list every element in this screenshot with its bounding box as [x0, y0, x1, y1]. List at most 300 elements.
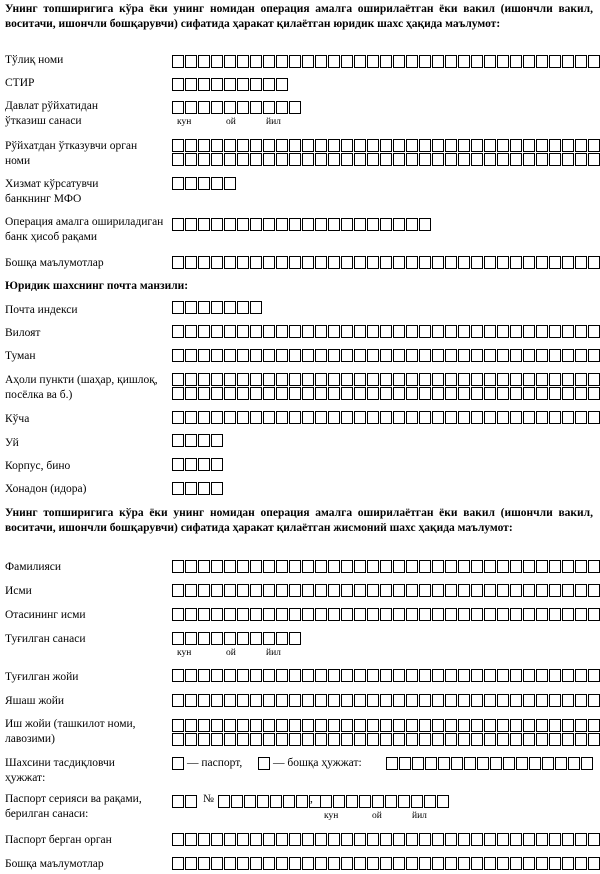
char-box[interactable] — [185, 434, 197, 447]
char-box[interactable] — [419, 857, 431, 870]
char-box[interactable] — [198, 177, 210, 190]
char-box[interactable] — [289, 733, 301, 746]
char-box[interactable] — [484, 694, 496, 707]
char-box[interactable] — [172, 101, 184, 114]
char-box[interactable] — [575, 694, 587, 707]
char-box[interactable] — [341, 325, 353, 338]
char-box[interactable] — [562, 694, 574, 707]
char-box[interactable] — [445, 733, 457, 746]
char-box[interactable] — [237, 78, 249, 91]
char-box[interactable] — [289, 153, 301, 166]
char-box[interactable] — [198, 669, 210, 682]
char-box[interactable] — [296, 795, 308, 808]
char-box[interactable] — [250, 301, 262, 314]
char-box[interactable] — [367, 857, 379, 870]
char-box[interactable] — [484, 669, 496, 682]
char-box[interactable] — [471, 694, 483, 707]
char-box[interactable] — [484, 833, 496, 846]
char-box[interactable] — [237, 694, 249, 707]
char-box[interactable] — [185, 733, 197, 746]
char-box[interactable] — [380, 139, 392, 152]
char-box[interactable] — [315, 857, 327, 870]
workplace-boxes-row2[interactable] — [172, 733, 600, 746]
char-box[interactable] — [471, 256, 483, 269]
char-box[interactable] — [237, 325, 249, 338]
char-box[interactable] — [445, 325, 457, 338]
char-box[interactable] — [315, 411, 327, 424]
char-box[interactable] — [263, 584, 275, 597]
char-box[interactable] — [341, 256, 353, 269]
char-box[interactable] — [224, 833, 236, 846]
birth-date-boxes[interactable] — [172, 632, 301, 645]
bank-mfo-boxes[interactable] — [172, 177, 236, 190]
char-box[interactable] — [289, 632, 301, 645]
char-box[interactable] — [445, 139, 457, 152]
char-box[interactable] — [354, 584, 366, 597]
char-box[interactable] — [497, 411, 509, 424]
char-box[interactable] — [276, 153, 288, 166]
char-box[interactable] — [185, 139, 197, 152]
char-box[interactable] — [380, 669, 392, 682]
char-box[interactable] — [250, 608, 262, 621]
char-box[interactable] — [471, 139, 483, 152]
char-box[interactable] — [315, 833, 327, 846]
char-box[interactable] — [432, 373, 444, 386]
char-box[interactable] — [497, 560, 509, 573]
char-box[interactable] — [341, 733, 353, 746]
char-box[interactable] — [575, 857, 587, 870]
char-box[interactable] — [549, 608, 561, 621]
char-box[interactable] — [211, 256, 223, 269]
char-box[interactable] — [185, 584, 197, 597]
char-box[interactable] — [250, 153, 262, 166]
char-box[interactable] — [354, 560, 366, 573]
char-box[interactable] — [458, 608, 470, 621]
char-box[interactable] — [562, 373, 574, 386]
char-box[interactable] — [406, 608, 418, 621]
char-box[interactable] — [237, 139, 249, 152]
char-box[interactable] — [510, 669, 522, 682]
char-box[interactable] — [484, 719, 496, 732]
char-box[interactable] — [328, 373, 340, 386]
char-box[interactable] — [211, 411, 223, 424]
char-box[interactable] — [549, 55, 561, 68]
char-box[interactable] — [523, 694, 535, 707]
char-box[interactable] — [302, 833, 314, 846]
char-box[interactable] — [172, 387, 184, 400]
char-box[interactable] — [198, 325, 210, 338]
char-box[interactable] — [289, 218, 301, 231]
char-box[interactable] — [406, 373, 418, 386]
char-box[interactable] — [283, 795, 295, 808]
char-box[interactable] — [588, 153, 600, 166]
char-box[interactable] — [211, 218, 223, 231]
char-box[interactable] — [237, 301, 249, 314]
char-box[interactable] — [562, 387, 574, 400]
char-box[interactable] — [536, 387, 548, 400]
char-box[interactable] — [198, 584, 210, 597]
char-box[interactable] — [445, 857, 457, 870]
char-box[interactable] — [302, 139, 314, 152]
char-box[interactable] — [263, 608, 275, 621]
char-box[interactable] — [346, 795, 358, 808]
char-box[interactable] — [549, 325, 561, 338]
char-box[interactable] — [406, 719, 418, 732]
char-box[interactable] — [458, 733, 470, 746]
char-box[interactable] — [333, 795, 345, 808]
char-box[interactable] — [315, 256, 327, 269]
char-box[interactable] — [510, 608, 522, 621]
char-box[interactable] — [302, 349, 314, 362]
char-box[interactable] — [575, 411, 587, 424]
char-box[interactable] — [471, 373, 483, 386]
passport-issuer-boxes[interactable] — [172, 833, 600, 846]
char-box[interactable] — [211, 560, 223, 573]
char-box[interactable] — [263, 719, 275, 732]
char-box[interactable] — [458, 373, 470, 386]
char-box[interactable] — [237, 857, 249, 870]
char-box[interactable] — [549, 833, 561, 846]
char-box[interactable] — [198, 434, 210, 447]
char-box[interactable] — [172, 458, 184, 471]
char-box[interactable] — [562, 349, 574, 362]
char-box[interactable] — [393, 373, 405, 386]
char-box[interactable] — [367, 584, 379, 597]
char-box[interactable] — [276, 101, 288, 114]
char-box[interactable] — [224, 177, 236, 190]
char-box[interactable] — [419, 325, 431, 338]
char-box[interactable] — [315, 55, 327, 68]
char-box[interactable] — [341, 139, 353, 152]
char-box[interactable] — [263, 833, 275, 846]
char-box[interactable] — [432, 153, 444, 166]
char-box[interactable] — [250, 411, 262, 424]
char-box[interactable] — [471, 833, 483, 846]
char-box[interactable] — [419, 733, 431, 746]
char-box[interactable] — [510, 694, 522, 707]
char-box[interactable] — [211, 608, 223, 621]
char-box[interactable] — [172, 608, 184, 621]
char-box[interactable] — [328, 719, 340, 732]
char-box[interactable] — [471, 584, 483, 597]
char-box[interactable] — [484, 411, 496, 424]
char-box[interactable] — [211, 857, 223, 870]
char-box[interactable] — [575, 349, 587, 362]
char-box[interactable] — [549, 857, 561, 870]
char-box[interactable] — [445, 411, 457, 424]
char-box[interactable] — [263, 373, 275, 386]
char-box[interactable] — [393, 560, 405, 573]
char-box[interactable] — [484, 349, 496, 362]
char-box[interactable] — [432, 139, 444, 152]
char-box[interactable] — [315, 153, 327, 166]
char-box[interactable] — [471, 719, 483, 732]
char-box[interactable] — [432, 733, 444, 746]
char-box[interactable] — [276, 387, 288, 400]
char-box[interactable] — [510, 584, 522, 597]
char-box[interactable] — [523, 373, 535, 386]
char-box[interactable] — [263, 560, 275, 573]
char-box[interactable] — [549, 349, 561, 362]
char-box[interactable] — [302, 373, 314, 386]
char-box[interactable] — [510, 719, 522, 732]
char-box[interactable] — [185, 153, 197, 166]
char-box[interactable] — [562, 411, 574, 424]
workplace-boxes-row1[interactable] — [172, 719, 600, 732]
char-box[interactable] — [588, 833, 600, 846]
char-box[interactable] — [484, 373, 496, 386]
char-box[interactable] — [198, 153, 210, 166]
house-boxes[interactable] — [172, 434, 223, 447]
char-box[interactable] — [250, 55, 262, 68]
char-box[interactable] — [198, 833, 210, 846]
char-box[interactable] — [471, 411, 483, 424]
char-box[interactable] — [172, 694, 184, 707]
char-box[interactable] — [341, 694, 353, 707]
char-box[interactable] — [263, 349, 275, 362]
char-box[interactable] — [471, 55, 483, 68]
char-box[interactable] — [419, 694, 431, 707]
char-box[interactable] — [172, 632, 184, 645]
char-box[interactable] — [250, 256, 262, 269]
char-box[interactable] — [250, 733, 262, 746]
char-box[interactable] — [575, 373, 587, 386]
char-box[interactable] — [224, 55, 236, 68]
char-box[interactable] — [575, 608, 587, 621]
char-box[interactable] — [406, 55, 418, 68]
char-box[interactable] — [367, 153, 379, 166]
char-box[interactable] — [302, 218, 314, 231]
char-box[interactable] — [198, 101, 210, 114]
char-box[interactable] — [380, 256, 392, 269]
char-box[interactable] — [523, 55, 535, 68]
char-box[interactable] — [263, 325, 275, 338]
char-box[interactable] — [471, 857, 483, 870]
char-box[interactable] — [393, 608, 405, 621]
char-box[interactable] — [224, 101, 236, 114]
char-box[interactable] — [224, 584, 236, 597]
char-box[interactable] — [211, 177, 223, 190]
char-box[interactable] — [497, 857, 509, 870]
char-box[interactable] — [237, 349, 249, 362]
char-box[interactable] — [398, 795, 410, 808]
char-box[interactable] — [250, 584, 262, 597]
char-box[interactable] — [471, 669, 483, 682]
char-box[interactable] — [276, 256, 288, 269]
char-box[interactable] — [211, 434, 223, 447]
char-box[interactable] — [523, 733, 535, 746]
char-box[interactable] — [250, 833, 262, 846]
char-box[interactable] — [419, 833, 431, 846]
char-box[interactable] — [185, 373, 197, 386]
char-box[interactable] — [419, 349, 431, 362]
char-box[interactable] — [289, 719, 301, 732]
char-box[interactable] — [302, 584, 314, 597]
char-box[interactable] — [172, 139, 184, 152]
char-box[interactable] — [270, 795, 282, 808]
char-box[interactable] — [289, 139, 301, 152]
char-box[interactable] — [536, 719, 548, 732]
char-box[interactable] — [354, 669, 366, 682]
char-box[interactable] — [250, 669, 262, 682]
char-box[interactable] — [555, 757, 567, 770]
char-box[interactable] — [575, 153, 587, 166]
char-box[interactable] — [581, 757, 593, 770]
char-box[interactable] — [185, 256, 197, 269]
registration-body-boxes-row1[interactable] — [172, 139, 600, 152]
char-box[interactable] — [432, 694, 444, 707]
char-box[interactable] — [523, 349, 535, 362]
char-box[interactable] — [432, 325, 444, 338]
char-box[interactable] — [250, 387, 262, 400]
char-box[interactable] — [419, 139, 431, 152]
char-box[interactable] — [211, 387, 223, 400]
char-box[interactable] — [341, 411, 353, 424]
char-box[interactable] — [432, 560, 444, 573]
char-box[interactable] — [250, 101, 262, 114]
char-box[interactable] — [406, 669, 418, 682]
char-box[interactable] — [406, 256, 418, 269]
char-box[interactable] — [588, 373, 600, 386]
char-box[interactable] — [432, 833, 444, 846]
char-box[interactable] — [328, 153, 340, 166]
char-box[interactable] — [380, 373, 392, 386]
char-box[interactable] — [341, 833, 353, 846]
char-box[interactable] — [484, 733, 496, 746]
char-box[interactable] — [276, 139, 288, 152]
char-box[interactable] — [458, 584, 470, 597]
char-box[interactable] — [588, 55, 600, 68]
char-box[interactable] — [510, 256, 522, 269]
char-box[interactable] — [471, 733, 483, 746]
char-box[interactable] — [231, 795, 243, 808]
char-box[interactable] — [341, 153, 353, 166]
char-box[interactable] — [289, 669, 301, 682]
char-box[interactable] — [328, 833, 340, 846]
char-box[interactable] — [484, 256, 496, 269]
char-box[interactable] — [276, 78, 288, 91]
char-box[interactable] — [224, 411, 236, 424]
char-box[interactable] — [198, 733, 210, 746]
char-box[interactable] — [510, 139, 522, 152]
char-box[interactable] — [172, 153, 184, 166]
char-box[interactable] — [406, 387, 418, 400]
char-box[interactable] — [276, 55, 288, 68]
char-box[interactable] — [328, 584, 340, 597]
char-box[interactable] — [536, 153, 548, 166]
char-box[interactable] — [172, 411, 184, 424]
char-box[interactable] — [328, 256, 340, 269]
char-box[interactable] — [172, 256, 184, 269]
char-box[interactable] — [198, 560, 210, 573]
char-box[interactable] — [406, 584, 418, 597]
char-box[interactable] — [575, 719, 587, 732]
char-box[interactable] — [224, 301, 236, 314]
char-box[interactable] — [237, 153, 249, 166]
char-box[interactable] — [588, 411, 600, 424]
char-box[interactable] — [523, 256, 535, 269]
char-box[interactable] — [458, 694, 470, 707]
char-box[interactable] — [562, 719, 574, 732]
char-box[interactable] — [218, 795, 230, 808]
other-document-checkbox[interactable] — [258, 757, 270, 770]
char-box[interactable] — [471, 349, 483, 362]
birth-place-boxes[interactable] — [172, 669, 600, 682]
surname-boxes[interactable] — [172, 560, 600, 573]
char-box[interactable] — [367, 256, 379, 269]
char-box[interactable] — [367, 325, 379, 338]
char-box[interactable] — [172, 669, 184, 682]
char-box[interactable] — [354, 733, 366, 746]
char-box[interactable] — [198, 387, 210, 400]
char-box[interactable] — [328, 669, 340, 682]
char-box[interactable] — [458, 139, 470, 152]
char-box[interactable] — [289, 608, 301, 621]
char-box[interactable] — [276, 349, 288, 362]
char-box[interactable] — [302, 325, 314, 338]
char-box[interactable] — [432, 256, 444, 269]
char-box[interactable] — [224, 218, 236, 231]
char-box[interactable] — [185, 411, 197, 424]
char-box[interactable] — [359, 795, 371, 808]
char-box[interactable] — [341, 584, 353, 597]
char-box[interactable] — [172, 434, 184, 447]
char-box[interactable] — [523, 857, 535, 870]
char-box[interactable] — [562, 833, 574, 846]
registration-date-boxes[interactable] — [172, 101, 301, 114]
char-box[interactable] — [198, 139, 210, 152]
char-box[interactable] — [536, 857, 548, 870]
char-box[interactable] — [393, 719, 405, 732]
char-box[interactable] — [419, 153, 431, 166]
char-box[interactable] — [289, 373, 301, 386]
building-boxes[interactable] — [172, 458, 223, 471]
char-box[interactable] — [529, 757, 541, 770]
char-box[interactable] — [172, 795, 184, 808]
char-box[interactable] — [276, 608, 288, 621]
char-box[interactable] — [185, 719, 197, 732]
char-box[interactable] — [458, 256, 470, 269]
char-box[interactable] — [172, 301, 184, 314]
char-box[interactable] — [510, 733, 522, 746]
char-box[interactable] — [185, 608, 197, 621]
char-box[interactable] — [289, 325, 301, 338]
char-box[interactable] — [302, 411, 314, 424]
char-box[interactable] — [211, 584, 223, 597]
char-box[interactable] — [458, 349, 470, 362]
char-box[interactable] — [523, 669, 535, 682]
char-box[interactable] — [211, 101, 223, 114]
char-box[interactable] — [549, 560, 561, 573]
char-box[interactable] — [354, 55, 366, 68]
char-box[interactable] — [575, 584, 587, 597]
char-box[interactable] — [263, 139, 275, 152]
char-box[interactable] — [211, 694, 223, 707]
char-box[interactable] — [328, 857, 340, 870]
char-box[interactable] — [406, 153, 418, 166]
char-box[interactable] — [172, 218, 184, 231]
char-box[interactable] — [372, 795, 384, 808]
char-box[interactable] — [250, 694, 262, 707]
char-box[interactable] — [471, 608, 483, 621]
char-box[interactable] — [185, 218, 197, 231]
char-box[interactable] — [302, 719, 314, 732]
char-box[interactable] — [393, 833, 405, 846]
char-box[interactable] — [224, 256, 236, 269]
char-box[interactable] — [276, 325, 288, 338]
char-box[interactable] — [172, 584, 184, 597]
char-box[interactable] — [484, 608, 496, 621]
